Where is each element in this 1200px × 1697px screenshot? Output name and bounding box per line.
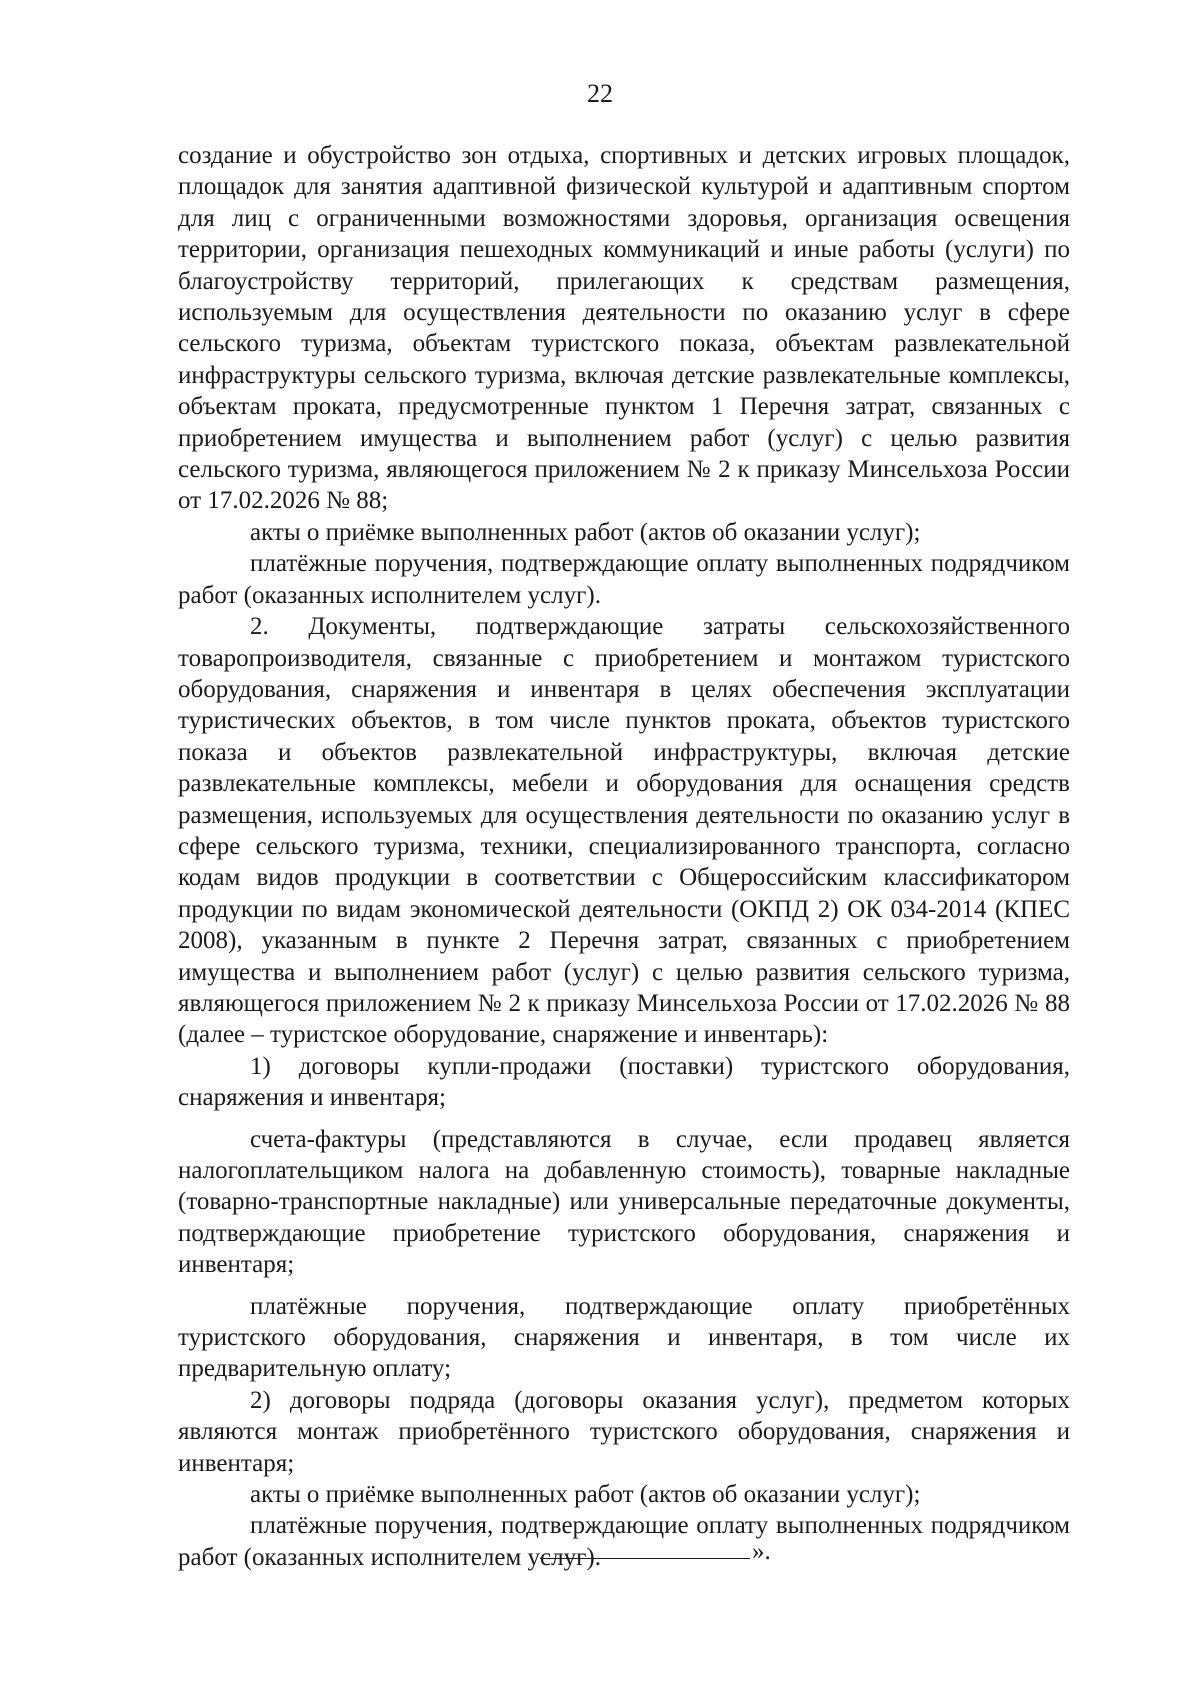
page-number: 22 — [587, 79, 613, 108]
closing-line — [540, 1536, 771, 1567]
paragraph-subitem-1-contracts: 1) договоры купли-продажи (поставки) туристского оборудования, снаряжения и инвентаря; — [178, 1052, 1070, 1112]
paragraph-payment-orders: платёжные поручения, подтверждающие оплату выполненных подрядчиком работ (оказанных исполнителем услуг). — [178, 550, 1070, 609]
paragraph-landscaping-documents: создание и обустройство зон отдыха, спортивных и детских игровых площадок, площадок для занятия адаптивной физической культурой и адаптивным спортом для лиц с ограниченными возможностями здоровья, организация освещения территории, организация пешеходных коммуникаций и иные работы (услуги) по благоустройству территорий, прилегающих к средствам размещения, используемым для осуществления деятельности по оказанию услуг в сфере сельского туризма, объектам туристского показа, объектам развлекательной инфраструктуры сельского туризма, включая детские развлекательные комплексы, объектам проката, предусмотренные пунктом 1 Перечня затрат, связанных с приобретением имущества и выполнением работ (услуг) с целью развития сельского туризма, являющегося приложением № 2 к приказу Минсельхоза России от 17.02.2026 № 88; — [178, 142, 1070, 515]
paragraph-acceptance-acts: акты о приёмке выполненных работ (актов об оказании услуг); — [250, 518, 921, 546]
paragraph-payment-orders-equipment: платёжные поручения, подтверждающие оплату приобретённых туристского оборудования, снаряжения и инвентаря, в том числе их предварительную оплату; — [178, 1292, 1070, 1383]
paragraph-acceptance-acts-2: акты о приёмке выполненных работ (актов об оказании услуг); — [250, 1481, 921, 1509]
closing-quote-mark: ». — [752, 1538, 771, 1565]
closing-rule — [540, 1558, 750, 1559]
document-body — [178, 140, 1070, 1573]
paragraph-payment-orders-2: платёжные поручения, подтверждающие оплату выполненных подрядчиком работ (оказанных исполнителем услуг). — [178, 1512, 1070, 1571]
paragraph-item-2-equipment: 2. Документы, подтверждающие затраты сельскохозяйственного товаропроизводителя, связанные с приобретением и монтажом туристского оборудования, снаряжения и инвентаря в целях обеспечения эксплуатации туристических объектов, в том числе пунктов проката, объектов туристского показа и объектов развлекательной инфраструктуры, включая детские развлекательные комплексы, мебели и оборудования для оснащения средств размещения, используемых для осуществления деятельности по оказанию услуг в сфере сельского туризма, техники, специализированного транспорта, согласно кодам видов продукции в соответствии с Общероссийским классификатором продукции по видам экономической деятельности (ОКПД 2) ОК 034-2014 (КПЕС 2008), указанным в пункте 2 Перечня затрат, связанных с приобретением имущества и выполнением работ (услуг) с целью развития сельского туризма, являющегося приложением № 2 к приказу Минсельхоза России от 17.02.2026 № 88 (далее – туристское оборудование, снаряжение и инвентарь): — [178, 613, 1070, 1049]
paragraph-subitem-2-contracts: 2) договоры подряда (договоры оказания услуг), предметом которых являются монтаж приобретённого туристского оборудования, снаряжения и инвентаря; — [178, 1386, 1070, 1477]
paragraph-invoices: счета-фактуры (представляются в случае, если продавец является налогоплательщиком налога на добавленную стоимость), товарные накладные (товарно-транспортные накладные) или универсальные передаточные документы, подтверждающие приобретение туристского оборудования, снаряжения и инвентаря; — [178, 1125, 1070, 1279]
